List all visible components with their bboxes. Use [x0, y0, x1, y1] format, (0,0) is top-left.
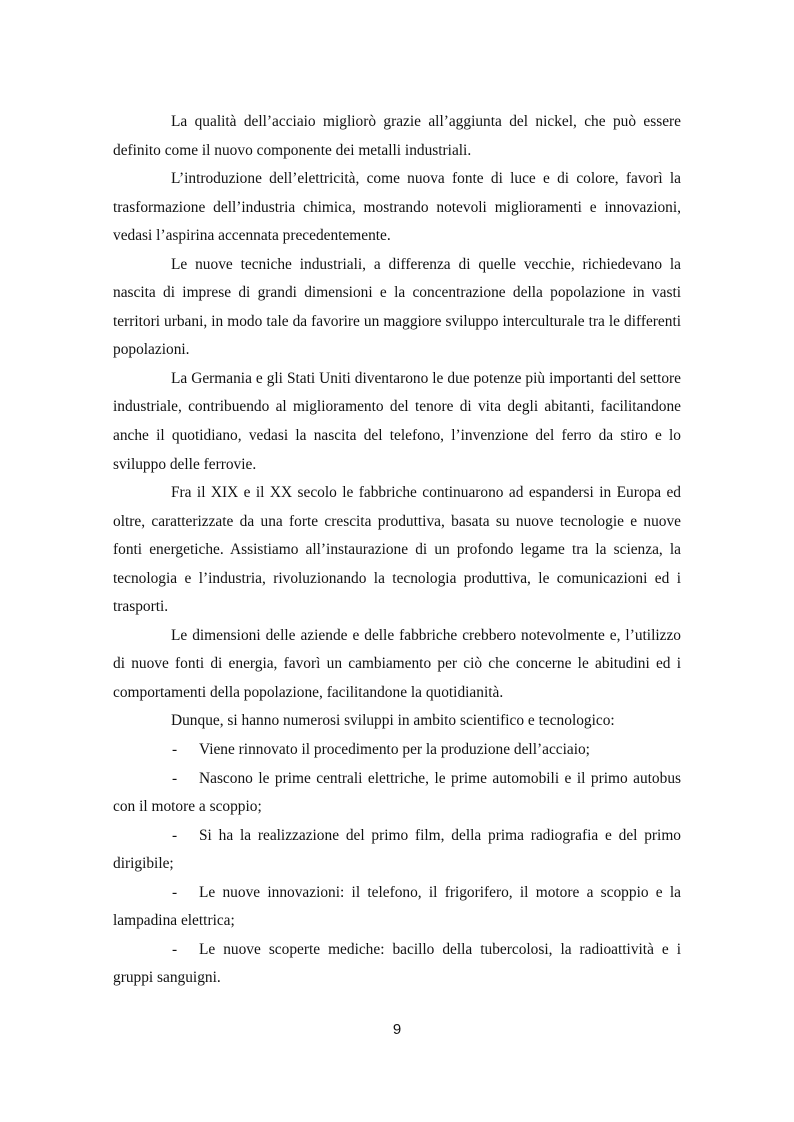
- page-number: 9: [392, 1021, 402, 1038]
- list-item: [113, 822, 681, 879]
- list-dash: -: [172, 769, 178, 787]
- list-item-text: Viene rinnovato il procedimento per la produzione dell’acciaio;: [199, 741, 590, 759]
- paragraph-factories-expansion: Fra il XIX e il XX secolo le fabbriche continuarono ad espandersi in Europa ed oltre, caratterizzate da una forte crescita produttiva, basata su nuove tecnologie e nuove fonti energetiche. Assistiamo all’instaurazione di un profondo legame tra la scienza, la tecnologia e l’industria, rivoluzionando la tecnologia produttiva, le comunicazioni ed i trasporti.: [113, 484, 681, 616]
- list-dash: -: [172, 883, 178, 901]
- paragraph-company-size: Le dimensioni delle aziende e delle fabbriche crebbero notevolmente e, l’utilizzo di nuove fonti di energia, favorì un cambiamento per ciò che concerne le abitudini ed i comportamenti della popolazione, facilitandone la quotidianità.: [113, 626, 681, 701]
- paragraph-nickel: La qualità dell’acciaio migliorò grazie all’aggiunta del nickel, che può essere definito come il nuovo componente dei metalli industriali.: [113, 113, 681, 159]
- list-dash: -: [172, 826, 178, 844]
- paragraph-electricity: L’introduzione dell’elettricità, come nuova fonte di luce e di colore, favorì la trasformazione dell’industria chimica, mostrando notevoli miglioramenti e innovazioni, vedasi l’aspirina accennata precedentemente.: [113, 170, 681, 245]
- list-item-text: Le nuove innovazioni: il telefono, il frigorifero, il motore a scoppio e la lampadina elettrica;: [113, 883, 681, 930]
- developments-list: [113, 736, 681, 993]
- list-dash: -: [172, 940, 178, 958]
- list-item: [113, 736, 681, 765]
- list-item-text: Le nuove scoperte mediche: bacillo della tubercolosi, la radioattività e i gruppi sanguigni.: [113, 940, 681, 987]
- list-item: [113, 879, 681, 936]
- list-item-text: Nascono le prime centrali elettriche, le prime automobili e il primo autobus con il motore a scoppio;: [113, 769, 681, 816]
- list-item: [113, 765, 681, 822]
- paragraph-germany-usa: La Germania e gli Stati Uniti diventarono le due potenze più importanti del settore industriale, contribuendo al miglioramento del tenore di vita degli abitanti, facilitandone anche il quotidiano, vedasi la nascita del telefono, l’invenzione del ferro da stiro e lo sviluppo delle ferrovie.: [113, 369, 681, 473]
- paragraph-developments-intro: Dunque, si hanno numerosi sviluppi in ambito scientifico e tecnologico:: [171, 712, 615, 730]
- paragraph-industrial-techniques: Le nuove tecniche industriali, a differenza di quelle vecchie, richiedevano la nascita di imprese di grandi dimensioni e la concentrazione della popolazione in vasti territori urbani, in modo tale da favorire un maggiore sviluppo interculturale tra le differenti popolazioni.: [113, 255, 681, 359]
- list-dash: -: [172, 741, 178, 759]
- body-text: [113, 108, 681, 993]
- list-item-text: Si ha la realizzazione del primo film, della prima radiografia e del primo dirigibile;: [113, 826, 681, 873]
- list-item: [113, 936, 681, 993]
